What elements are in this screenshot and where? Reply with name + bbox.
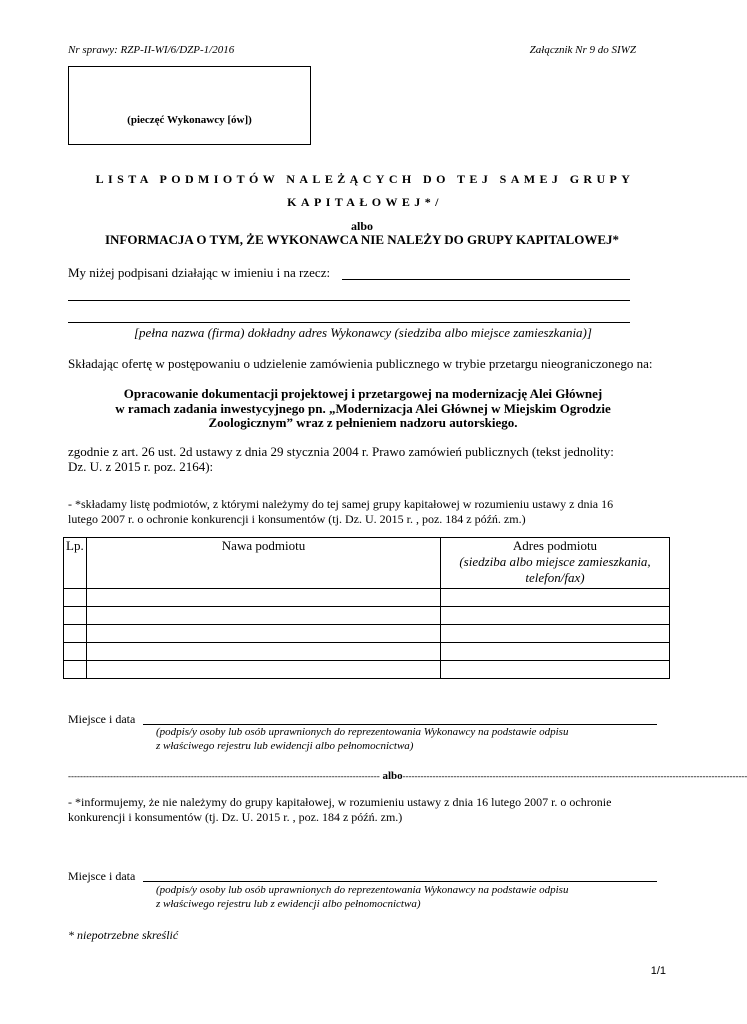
title-line-3: INFORMACJA O TYM, ŻE WYKONAWCA NIE NALEŻY DO GRUPY KAPITALOWEJ* <box>104 232 620 247</box>
place-date-label-1: Miejsce i data <box>68 712 136 726</box>
offer-subject-line-3: Zoologicznym” wraz z pełnieniem nadzoru autorskiego. <box>208 415 518 430</box>
offer-intro: Składając ofertę w postępowaniu o udzielenie zamówienia publicznego w trybie przetargu nieograniczonego na: <box>68 356 653 371</box>
separator <box>68 770 747 782</box>
stamp-box <box>68 66 311 145</box>
title-albo: albo <box>350 219 373 233</box>
separator-albo: albo <box>379 770 403 782</box>
table-row[interactable] <box>64 643 670 661</box>
signature1-note-line-1: (podpis/y osoby lub osób uprawnionych do reprezentowania Wykonawcy na podstawie odpisu <box>156 726 569 738</box>
footnote: * niepotrzebne skreślić <box>68 928 179 942</box>
name-field-line-1[interactable] <box>342 279 630 280</box>
col-address-header <box>441 538 670 589</box>
place-date-line-2[interactable] <box>143 881 657 882</box>
place-date-line-1[interactable] <box>143 724 657 725</box>
name-field-line-3[interactable] <box>68 322 630 323</box>
option2-line-2: konkurencji i konsumentów (tj. Dz. U. 2015 r. , poz. 184 z późń. zm.) <box>68 810 403 824</box>
separator-left: -------------------------------------------------------------------------------------------------------- <box>68 771 380 781</box>
table-row[interactable] <box>64 607 670 625</box>
attachment-label: Załącznik Nr 9 do SIWZ <box>529 44 636 56</box>
col-lp-header: Lp. <box>64 538 87 589</box>
option1-line-1: - *składamy listę podmiotów, z którymi należymy do tej samej grupy kapitałowej w rozumieniu ustawy z dnia 16 <box>68 497 614 511</box>
entities-table <box>63 537 670 679</box>
table-row[interactable] <box>64 589 670 607</box>
separator-right: ------------------------------------------------------------------------------------------------------------------- <box>402 771 747 781</box>
col-name-header: Nawa podmiotu <box>87 538 441 589</box>
offer-subject-line-2: w ramach zadania inwestycyjnego pn. „Modernizacja Alei Głównej w Miejskim Ogrodzie <box>115 401 611 416</box>
col-address-title: Adres podmiotu <box>512 538 598 553</box>
signatories-note: [pełna nazwa (firma) dokładny adres Wykonawcy (siedziba albo miejsce zamieszkania)] <box>134 325 592 340</box>
signature2-note-line-1: (podpis/y osoby lub osób uprawnionych do reprezentowania Wykonawcy na podstawie odpisu <box>156 884 569 896</box>
option1-line-2: lutego 2007 r. o ochronie konkurencji i konsumentów (tj. Dz. U. 2015 r. , poz. 184 z późń. zm.) <box>68 512 526 526</box>
signature2-note-line-2: z właściwego rejestru lub z ewidencji albo pełnomocnictwa) <box>156 898 421 910</box>
case-number: Nr sprawy: RZP-II-WI/6/DZP-1/2016 <box>68 44 235 56</box>
legal-basis-line-2: Dz. U. z 2015 r. poz. 2164): <box>68 459 214 474</box>
col-address-sub-2: telefon/fax) <box>525 570 585 585</box>
signature1-note-line-2: z właściwego rejestru lub ewidencji albo pełnomocnictwa) <box>156 740 414 752</box>
offer-subject-line-1: Opracowanie dokumentacji projektowej i przetargowej na modernizację Alei Głównej <box>123 386 603 401</box>
legal-basis-line-1: zgodnie z art. 26 ust. 2d ustawy z dnia 29 stycznia 2004 r. Prawo zamówień publicznych (tekst jednolity: <box>68 444 614 459</box>
option2-line-1: - *informujemy, że nie należymy do grupy kapitałowej, w rozumieniu ustawy z dnia 16 lutego 2007 r. o ochronie <box>68 795 612 809</box>
stamp-label: (pieczęć Wykonawcy [ów]) <box>127 114 252 126</box>
page-number: 1/1 <box>650 965 666 977</box>
place-date-label-2: Miejsce i data <box>68 869 136 883</box>
table-header-row <box>64 538 670 589</box>
name-field-line-2[interactable] <box>68 300 630 301</box>
title-line-2: KAPITAŁOWEJ*/ <box>287 195 443 209</box>
table-row[interactable] <box>64 625 670 643</box>
signatories-text: My niżej podpisani działając w imieniu i na rzecz: <box>68 265 331 280</box>
title-line-1: LISTA PODMIOTÓW NALEŻĄCYCH DO TEJ SAMEJ GRUPY <box>95 172 635 186</box>
table-row[interactable] <box>64 661 670 679</box>
col-address-sub-1: (siedziba albo miejsce zamieszkania, <box>459 554 651 569</box>
